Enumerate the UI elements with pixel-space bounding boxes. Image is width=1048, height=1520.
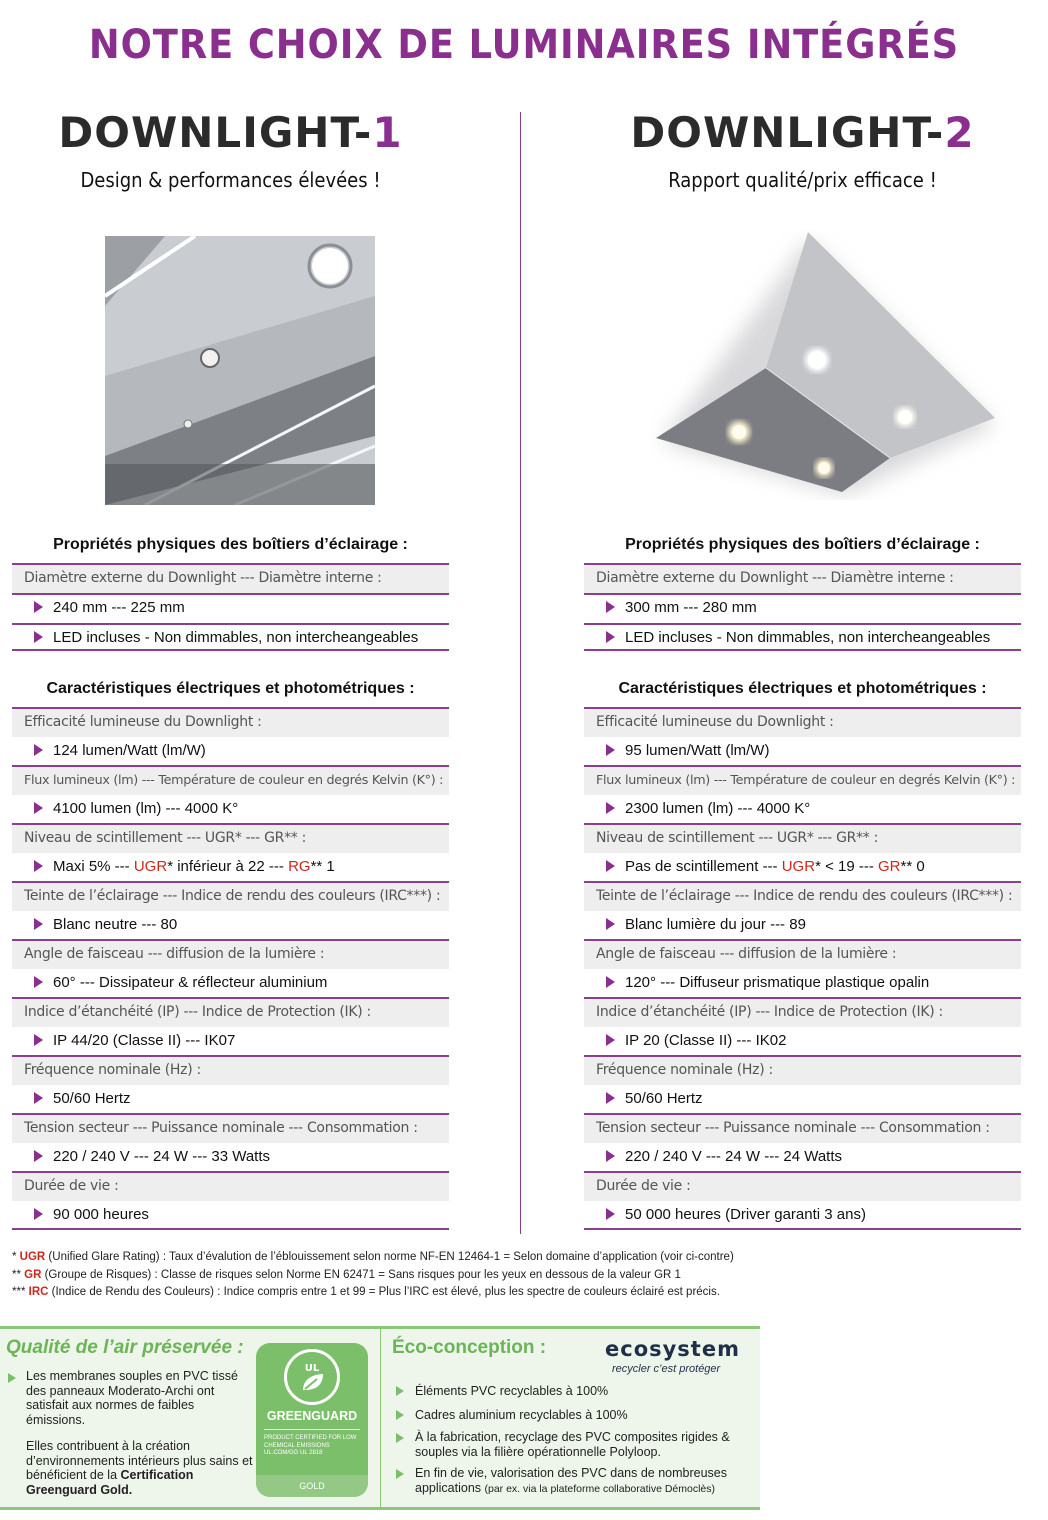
label-lifetime: Durée de vie : (12, 1171, 449, 1201)
value-lifetime: 90 000 heures (12, 1202, 449, 1230)
label-beam: Angle de faisceau --- diffusion de la lumière : (12, 939, 449, 969)
ceiling-downlight-photo (105, 236, 375, 505)
value-beam: 120° --- Diffuseur prismatique plastique opalin (584, 970, 1021, 998)
bullet-icon (8, 1373, 16, 1383)
ecosystem-slogan: recycler c’est protéger (612, 1363, 721, 1375)
footnote-irc: *** IRC (Indice de Rendu des Couleurs) : Indice compris entre 1 et 99 = Plus l’IRC est élevé, plus les spectre de couleurs éclairé est précis. (12, 1286, 720, 1298)
air-quality-title: Qualité de l’air préservée : (6, 1337, 244, 1358)
leaf-icon (287, 1352, 337, 1402)
eco-item: Cadres aluminium recyclables à 100% (415, 1408, 628, 1422)
label-flux: Flux lumineux (lm) --- Température de couleur en degrés Kelvin (K°) : (12, 765, 449, 795)
bullet-icon (34, 1092, 43, 1104)
bullet-icon (34, 860, 43, 872)
bullet-icon (606, 1092, 615, 1104)
label-frequency: Fréquence nominale (Hz) : (12, 1055, 449, 1085)
value-flicker: Pas de scintillement --- UGR* < 19 --- GR** 0 (584, 854, 1021, 882)
label-voltage: Tension secteur --- Puissance nominale --- Consommation : (12, 1113, 449, 1143)
ul-leaf-icon (284, 1349, 340, 1405)
physical-section-title: Propriétés physiques des boîtiers d’éclairage : (53, 536, 408, 553)
bullet-icon (34, 631, 43, 643)
footnote-ugr: * UGR (Unified Glare Rating) : Taux d’évalution de l’éblouissement selon norme NF-EN 12464-1 = Selon domaine d’application (voir ci-contre) (12, 1251, 734, 1263)
product-title: DOWNLIGHT-1 (58, 108, 403, 157)
product-title: DOWNLIGHT-2 (630, 108, 975, 157)
footnote-gr: ** GR (Groupe de Risques) : Classe de risques selon Norme EN 62471 = Sans risques pour les yeux en dessous de la valeur GR 1 (12, 1268, 681, 1281)
label-ip: Indice d’étanchéité (IP) --- Indice de Protection (IK) : (584, 997, 1021, 1027)
badge-name: GREENGUARD (266, 1409, 358, 1423)
value-tint: Blanc neutre --- 80 (12, 912, 449, 940)
bullet-icon (34, 1034, 43, 1046)
physical-value-led: LED incluses - Non dimmables, non intercheangeables (584, 623, 1021, 651)
eco-item: À la fabrication, recyclage des PVC composites rigides & souples via la filière opérationnelle Polyloop. (415, 1430, 730, 1459)
label-efficacy: Efficacité lumineuse du Downlight : (584, 707, 1021, 737)
bullet-icon (606, 918, 615, 930)
value-efficacy: 124 lumen/Watt (lm/W) (12, 738, 449, 766)
bullet-icon (34, 744, 43, 756)
eco-item: Éléments PVC recyclables à 100% (415, 1384, 609, 1398)
physical-label: Diamètre externe du Downlight --- Diamètre interne : (584, 563, 1021, 593)
bullet-icon (34, 1150, 43, 1162)
bullet-icon (396, 1410, 404, 1420)
bullet-icon (606, 1150, 615, 1162)
bullet-icon (606, 802, 615, 814)
ceiling-panel-downlight-photo (650, 230, 1010, 500)
bullet-icon (606, 631, 615, 643)
label-lifetime: Durée de vie : (584, 1171, 1021, 1201)
bullet-icon (606, 1208, 615, 1220)
page-title: NOTRE CHOIX DE LUMINAIRES INTÉGRÉS (88, 22, 960, 68)
bullet-icon (396, 1469, 404, 1479)
bullet-icon (606, 1034, 615, 1046)
physical-value-diameter: 300 mm --- 280 mm (584, 593, 1021, 621)
bullet-icon (396, 1433, 404, 1443)
air-paragraph-2: Elles contribuent à la création d’environnements intérieurs plus sains et bénéficient de la Certification Greenguard Gold. (26, 1439, 253, 1497)
bullet-icon (396, 1386, 404, 1396)
electrical-section-title: Caractéristiques électriques et photométriques : (46, 680, 415, 697)
bullet-icon (606, 744, 615, 756)
label-tint: Teinte de l’éclairage --- Indice de rendu des couleurs (IRC***) : (584, 881, 1021, 911)
value-voltage: 220 / 240 V --- 24 W --- 33 Watts (12, 1144, 449, 1172)
bullet-icon (606, 976, 615, 988)
label-tint: Teinte de l’éclairage --- Indice de rendu des couleurs (IRC***) : (12, 881, 449, 911)
bullet-icon (34, 918, 43, 930)
value-ip: IP 44/20 (Classe II) --- IK07 (12, 1028, 449, 1056)
badge-level: GOLD (256, 1475, 368, 1497)
bullet-icon (34, 802, 43, 814)
label-flicker: Niveau de scintillement --- UGR* --- GR** : (12, 823, 449, 853)
value-tint: Blanc lumière du jour --- 89 (584, 912, 1021, 940)
bullet-icon (34, 976, 43, 988)
physical-value-led: LED incluses - Non dimmables, non intercheangeables (12, 623, 449, 651)
greenguard-badge (256, 1343, 368, 1497)
value-flux: 2300 lumen (lm) --- 4000 K° (584, 796, 1021, 824)
badge-divider (264, 1429, 360, 1430)
label-frequency: Fréquence nominale (Hz) : (584, 1055, 1021, 1085)
badge-details: PRODUCT CERTIFIED FOR LOW CHEMICAL EMISSIONS UL.COM/GG UL 2818 (264, 1435, 357, 1456)
product-subtitle: Design & performances élevées ! (80, 168, 381, 192)
box-divider (380, 1329, 381, 1507)
bullet-icon (34, 1208, 43, 1220)
label-beam: Angle de faisceau --- diffusion de la lumière : (584, 939, 1021, 969)
bullet-icon (606, 601, 615, 613)
value-beam: 60° --- Dissipateur & réflecteur aluminium (12, 970, 449, 998)
svg-text:UL: UL (304, 1363, 320, 1374)
value-frequency: 50/60 Hertz (12, 1086, 449, 1114)
value-frequency: 50/60 Hertz (584, 1086, 1021, 1114)
label-voltage: Tension secteur --- Puissance nominale --- Consommation : (584, 1113, 1021, 1143)
physical-value-diameter: 240 mm --- 225 mm (12, 593, 449, 621)
ecosystem-logo: ecosystem (605, 1337, 740, 1361)
product-subtitle: Rapport qualité/prix efficace ! (668, 168, 937, 192)
value-ip: IP 20 (Classe II) --- IK02 (584, 1028, 1021, 1056)
bullet-icon (606, 860, 615, 872)
label-ip: Indice d’étanchéité (IP) --- Indice de Protection (IK) : (12, 997, 449, 1027)
bullet-icon (34, 601, 43, 613)
value-efficacy: 95 lumen/Watt (lm/W) (584, 738, 1021, 766)
eco-item: En fin de vie, valorisation des PVC dans de nombreuses applications (par ex. via la plateforme collaborative Démoclès) (415, 1466, 727, 1495)
physical-label: Diamètre externe du Downlight --- Diamètre interne : (12, 563, 449, 593)
air-quality-text (26, 1369, 256, 1509)
value-flicker: Maxi 5% --- UGR* inférieur à 22 --- RG** 1 (12, 854, 449, 882)
label-flicker: Niveau de scintillement --- UGR* --- GR** : (584, 823, 1021, 853)
column-divider (520, 112, 521, 1234)
footnotes (12, 1249, 734, 1302)
electrical-section-title: Caractéristiques électriques et photométriques : (618, 680, 987, 697)
value-flux: 4100 lumen (lm) --- 4000 K° (12, 796, 449, 824)
physical-section-title: Propriétés physiques des boîtiers d’éclairage : (625, 536, 980, 553)
air-paragraph-1: Les membranes souples en PVC tissé des panneaux Moderato-Archi ont satisfait aux normes de faibles émissions. (26, 1369, 238, 1427)
eco-design-title: Éco-conception : (392, 1337, 547, 1358)
environment-box (0, 1326, 760, 1510)
value-voltage: 220 / 240 V --- 24 W --- 24 Watts (584, 1144, 1021, 1172)
label-flux: Flux lumineux (lm) --- Température de couleur en degrés Kelvin (K°) : (584, 765, 1021, 795)
value-lifetime: 50 000 heures (Driver garanti 3 ans) (584, 1202, 1021, 1230)
label-efficacy: Efficacité lumineuse du Downlight : (12, 707, 449, 737)
